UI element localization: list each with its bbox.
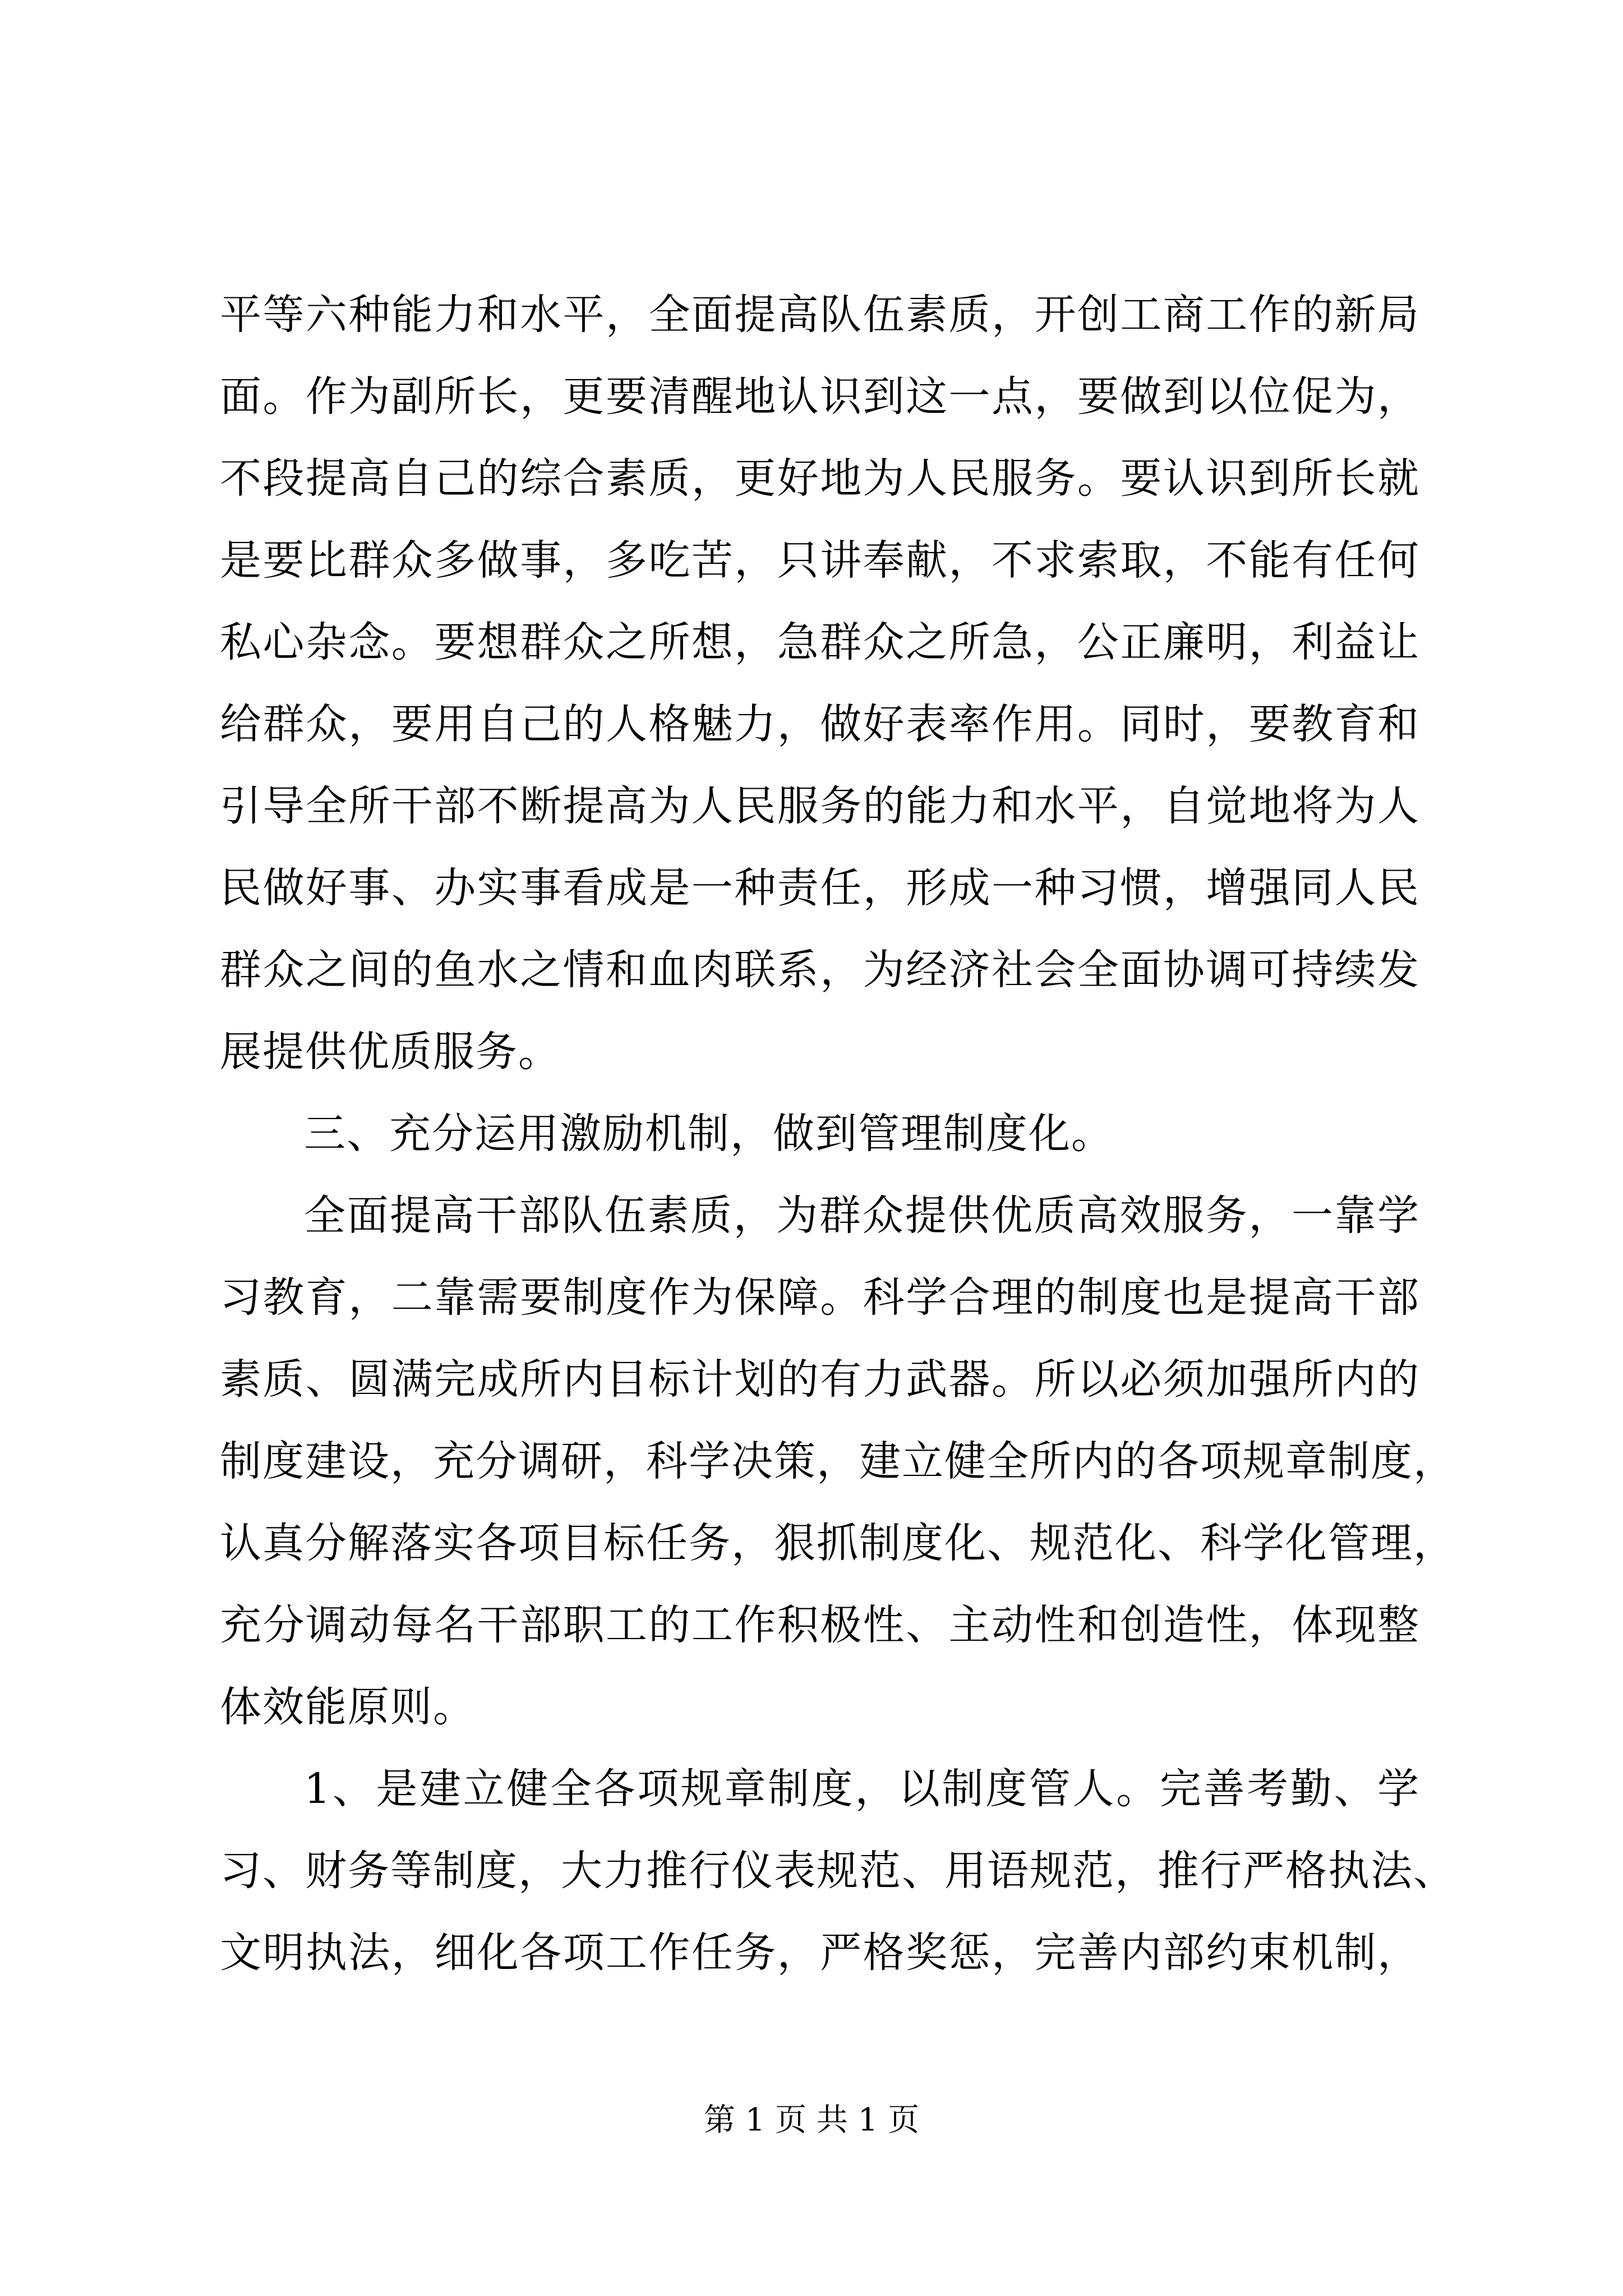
text-line: 素质、圆满完成所内目标计划的有力武器。所以必须加强所内的 <box>220 1355 1420 1404</box>
text-line: 习教育，二靠需要制度作为保障。科学合理的制度也是提高干部 <box>220 1273 1420 1322</box>
text-line: 不段提高自己的综合素质，更好地为人民服务。要认识到所长就 <box>220 454 1420 503</box>
text-line: 充分调动每名干部职工的工作积极性、主动性和创造性，体现整 <box>220 1601 1420 1649</box>
section-heading: 三、充分运用激励机制，做到管理制度化。 <box>304 1110 1114 1158</box>
text-line: 展提供优质服务。 <box>220 1028 561 1076</box>
text-line: 群众之间的鱼水之情和血肉联系，为经济社会全面协调可持续发 <box>220 946 1420 994</box>
text-line: 民做好事、办实事看成是一种责任，形成一种习惯，增强同人民 <box>220 864 1420 912</box>
text-line: 平等六种能力和水平，全面提高队伍素质，开创工商工作的新局 <box>220 291 1420 339</box>
text-line: 给群众，要用自己的人格魅力，做好表率作用。同时，要教育和 <box>220 700 1420 748</box>
text-line: 是要比群众多做事，多吃苦，只讲奉献，不求索取，不能有任何 <box>220 536 1420 585</box>
text-line: 引导全所干部不断提高为人民服务的能力和水平，自觉地将为人 <box>220 782 1420 830</box>
text-line: 私心杂念。要想群众之所想，急群众之所急，公正廉明，利益让 <box>220 618 1420 666</box>
page-footer: 第 1 页 共 1 页 <box>703 2102 920 2138</box>
text-line: 文明执法，细化各项工作任务，严格奖惩，完善内部约束机制， <box>220 1929 1420 1977</box>
text-line: 全面提高干部队伍素质，为群众提供优质高效服务，一靠学 <box>304 1191 1420 1240</box>
text-line: 面。作为副所长，更要清醒地认识到这一点，要做到以位促为， <box>220 372 1420 421</box>
text-line: 习、财务等制度，大力推行仪表规范、用语规范，推行严格执法、 <box>220 1847 1456 1895</box>
text-line: 1、是建立健全各项规章制度，以制度管人。完善考勤、学 <box>304 1765 1420 1813</box>
text-line: 体效能原则。 <box>220 1683 476 1731</box>
text-line: 制度建设，充分调研，科学决策，建立健全所内的各项规章制度， <box>220 1437 1456 1485</box>
text-line: 认真分解落实各项目标任务，狠抓制度化、规范化、科学化管理， <box>220 1519 1456 1567</box>
document-body <box>220 274 1456 1994</box>
